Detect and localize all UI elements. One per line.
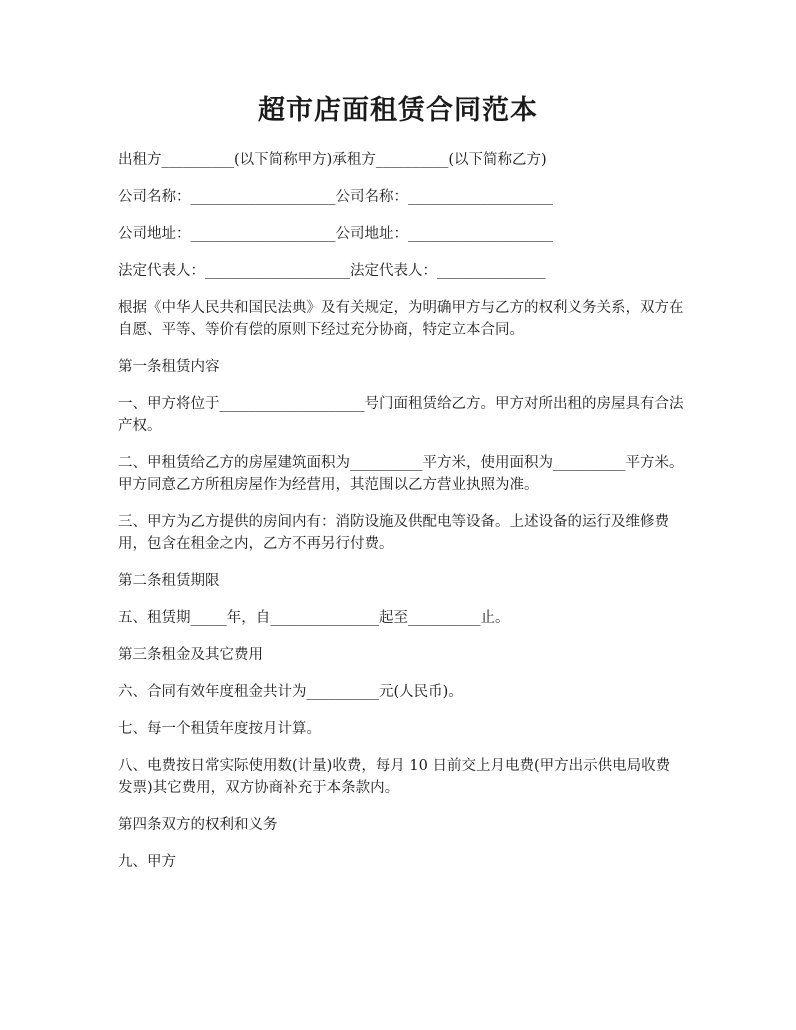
company-address-line: 公司地址：____________________公司地址：____________________ [118,226,553,242]
clause-8: 八、电费按日常实际使用数(计量)收费，每月 10 日前交上月电费(甲方出示供电局收费发票)其它费用，双方协商补充于本条款内。 [118,758,671,796]
clause-9: 九、甲方 [118,854,176,870]
parties-line: 出租方__________(以下简称甲方)承租方__________(以下简称乙方) [118,152,547,168]
clause-3: 三、甲方为乙方提供的房间内有：消防设施及供配电等设备。上述设备的运行及维修费用，包含在租金之内，乙方不再另行付费。 [118,514,669,552]
clause-5: 五、租赁期_____年，自_______________起至__________止。 [118,610,510,626]
article-3-heading: 第三条租金及其它费用 [118,647,263,663]
document-body [118,149,684,888]
preamble-paragraph: 根据《中华人民共和国民法典》及有关规定，为明确甲方与乙方的权利义务关系，双方在自愿、平等、等价有偿的原则下经过充分协商，特定立本合同。 [118,300,684,338]
article-2-heading: 第二条租赁期限 [118,573,220,589]
clause-1: 一、甲方将位于____________________号门面租赁给乙方。甲方对所出租的房屋具有合法产权。 [118,396,684,434]
clause-2: 二、甲租赁给乙方的房屋建筑面积为__________平方米，使用面积为__________平方米。甲方同意乙方所租房屋作为经营用，其范围以乙方营业执照为准。 [118,455,684,493]
article-1-heading: 第一条租赁内容 [118,359,220,375]
clause-7: 七、每一个租赁年度按月计算。 [118,721,321,737]
clause-6: 六、合同有效年度租金共计为__________元(人民币)。 [118,684,463,700]
document-title: 超市店面租赁合同范本 [258,95,538,126]
legal-representative-line: 法定代表人：____________________法定代表人：_______________ [118,263,546,279]
company-name-line: 公司名称：____________________公司名称：____________________ [118,189,553,205]
article-4-heading: 第四条双方的权利和义务 [118,817,278,833]
